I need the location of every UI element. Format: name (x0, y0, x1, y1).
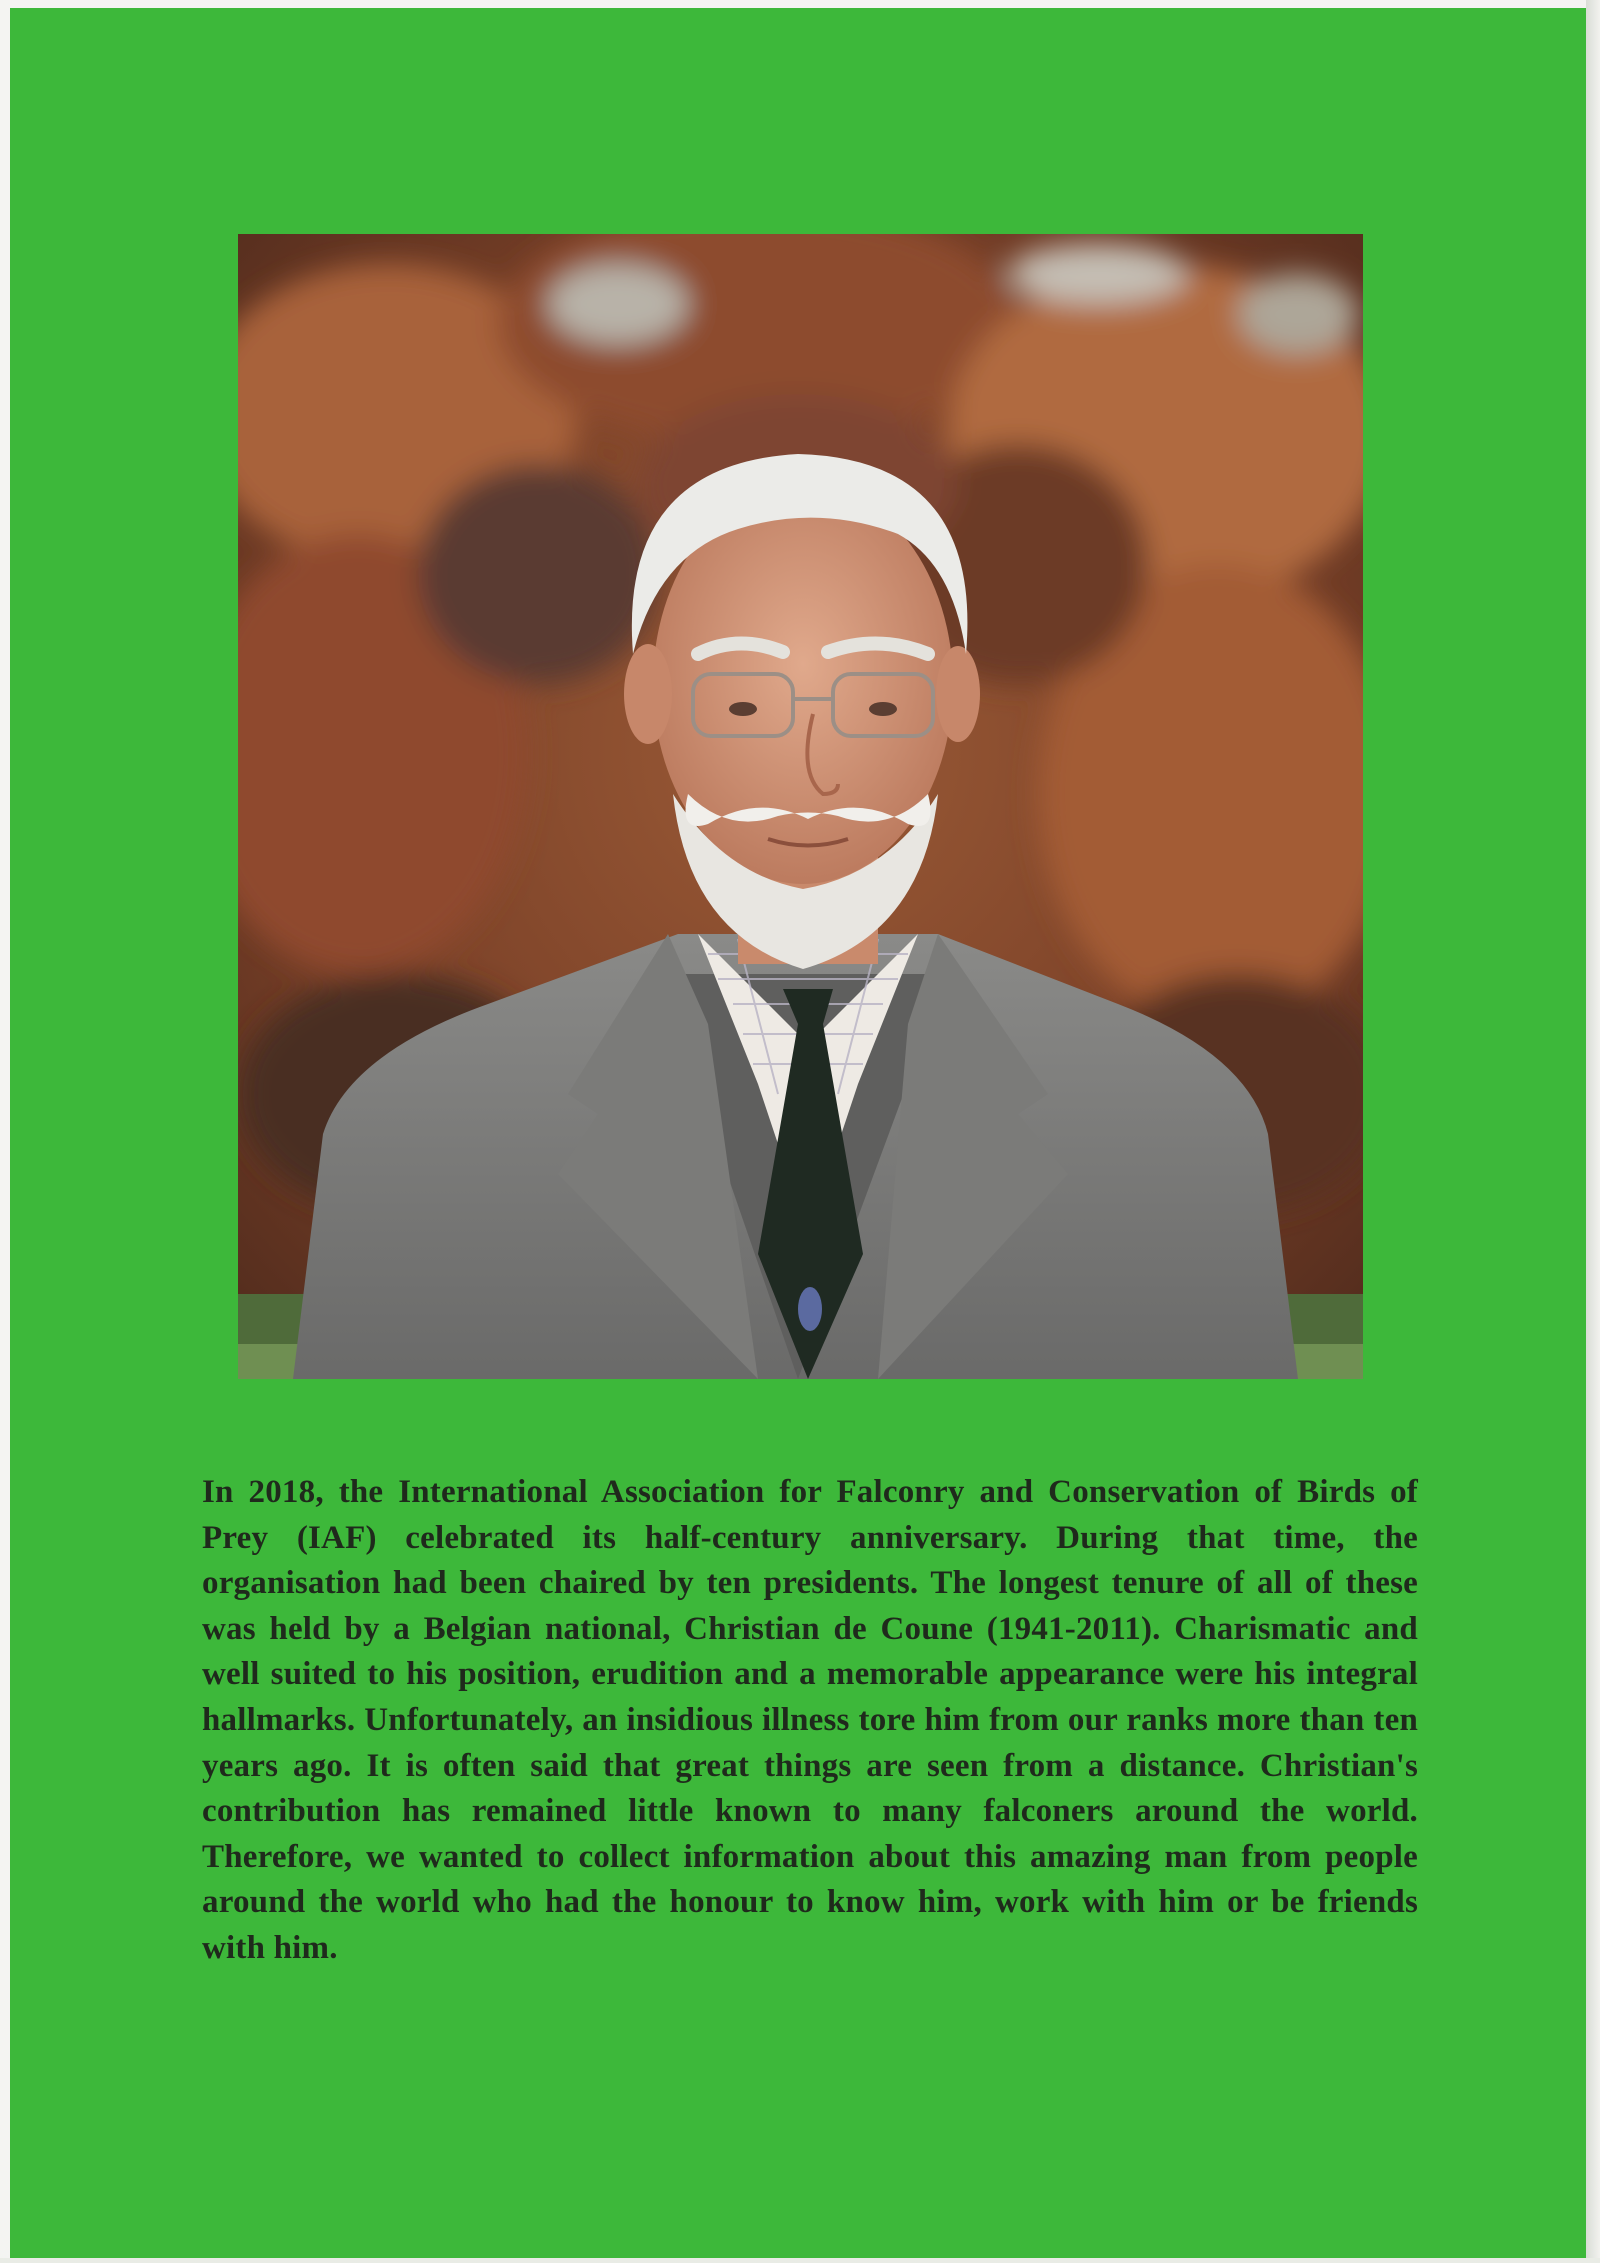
page-edge (1586, 0, 1600, 2263)
cover-blurb: In 2018, the International Association for Falconry and Conservation of Birds of Prey (IAF) celebrated its half-century anniversary. During that time, the organisation had been chaired by ten presidents. The longest tenure of all of these was held by a Belgian national, Christian de Coune (1941-2011). Charismatic and well suited to his position, erudition and a memorable appearance were his integral hallmarks. Unfortunately, an insidious illness tore him from our ranks more than ten years ago. It is often said that great things are seen from a distance. Christian's contribution has remained little known to many falconers around the world. Therefore, we wanted to collect information about this amazing man from people around the world who had the honour to know him, work with him or be friends with him. (202, 1474, 1418, 1966)
portrait-illustration (238, 234, 1363, 1379)
page-bottom-edge (0, 2258, 1600, 2263)
back-cover (10, 8, 1596, 2258)
portrait-photo (238, 234, 1363, 1379)
